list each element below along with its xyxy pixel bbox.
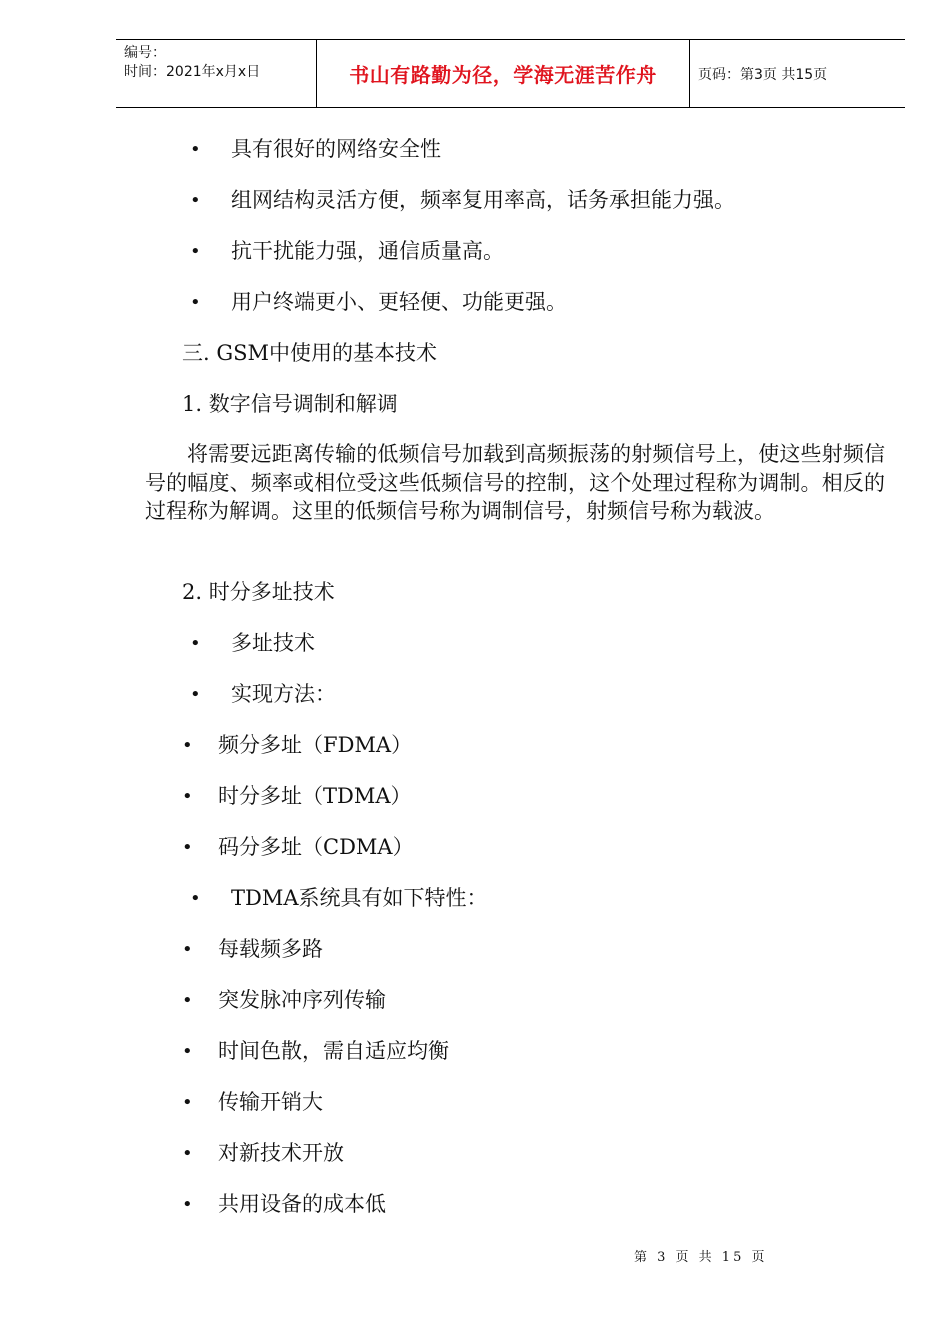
subsection-heading: 1. 数字信号调制和解调 xyxy=(182,392,398,416)
list-item: 时分多址（TDMA） xyxy=(218,784,412,808)
bullet-marker: • xyxy=(182,837,193,858)
bullet-marker: • xyxy=(182,939,193,960)
bullet-marker: • xyxy=(190,241,201,262)
bullet-marker: • xyxy=(182,735,193,756)
subsection-heading: 2. 时分多址技术 xyxy=(182,580,335,604)
body-paragraph: 将需要远距离传输的低频信号加载到高频振荡的射频信号上，使这些射频信号的幅度、频率或相位受这些低频信号的控制，这个处理过程称为调制。相反的过程称为解调。这里的低频信号称为调制信号，射频信号称为载波。 xyxy=(145,442,885,523)
bullet-marker: • xyxy=(182,1041,193,1062)
bullet-marker: • xyxy=(190,190,201,211)
bullet-marker: • xyxy=(182,786,193,807)
bullet-marker: • xyxy=(182,1092,193,1113)
bullet-marker: • xyxy=(190,633,201,654)
list-item: 抗干扰能力强，通信质量高。 xyxy=(231,239,504,263)
bullet-marker: • xyxy=(190,139,201,160)
list-item: 实现方法： xyxy=(231,682,336,706)
bullet-marker: • xyxy=(190,684,201,705)
list-item: 时间色散，需自适应均衡 xyxy=(218,1039,449,1063)
list-item: 多址技术 xyxy=(231,631,315,655)
list-item: 组网结构灵活方便，频率复用率高，话务承担能力强。 xyxy=(231,188,735,212)
list-item: TDMA系统具有如下特性： xyxy=(231,886,488,910)
header-meta xyxy=(116,40,316,107)
page-header xyxy=(116,39,905,108)
list-item: 对新技术开放 xyxy=(218,1141,344,1165)
list-item: 码分多址（CDMA） xyxy=(218,835,414,859)
list-item: 具有很好的网络安全性 xyxy=(231,137,441,161)
bullet-marker: • xyxy=(182,990,193,1011)
list-item: 突发脉冲序列传输 xyxy=(218,988,386,1012)
list-item: 频分多址（FDMA） xyxy=(218,733,413,757)
bullet-marker: • xyxy=(182,1194,193,1215)
document-date: 时间：2021年x月x日 xyxy=(124,64,261,80)
bullet-marker: • xyxy=(182,1143,193,1164)
document-number-label: 编号： xyxy=(124,45,166,61)
list-item: 传输开销大 xyxy=(218,1090,323,1114)
bullet-marker: • xyxy=(190,292,201,313)
bullet-marker: • xyxy=(190,888,201,909)
list-item: 共用设备的成本低 xyxy=(218,1192,386,1216)
header-page-number: 页码：第3页 共15页 xyxy=(698,66,828,83)
header-motto: 书山有路勤为径，学海无涯苦作舟 xyxy=(316,40,690,107)
section-heading: 三. GSM中使用的基本技术 xyxy=(182,341,438,365)
list-item: 每载频多路 xyxy=(218,937,323,961)
list-item: 用户终端更小、更轻便、功能更强。 xyxy=(231,290,567,314)
page-footer: 第 3 页 共 15 页 xyxy=(634,1250,768,1265)
